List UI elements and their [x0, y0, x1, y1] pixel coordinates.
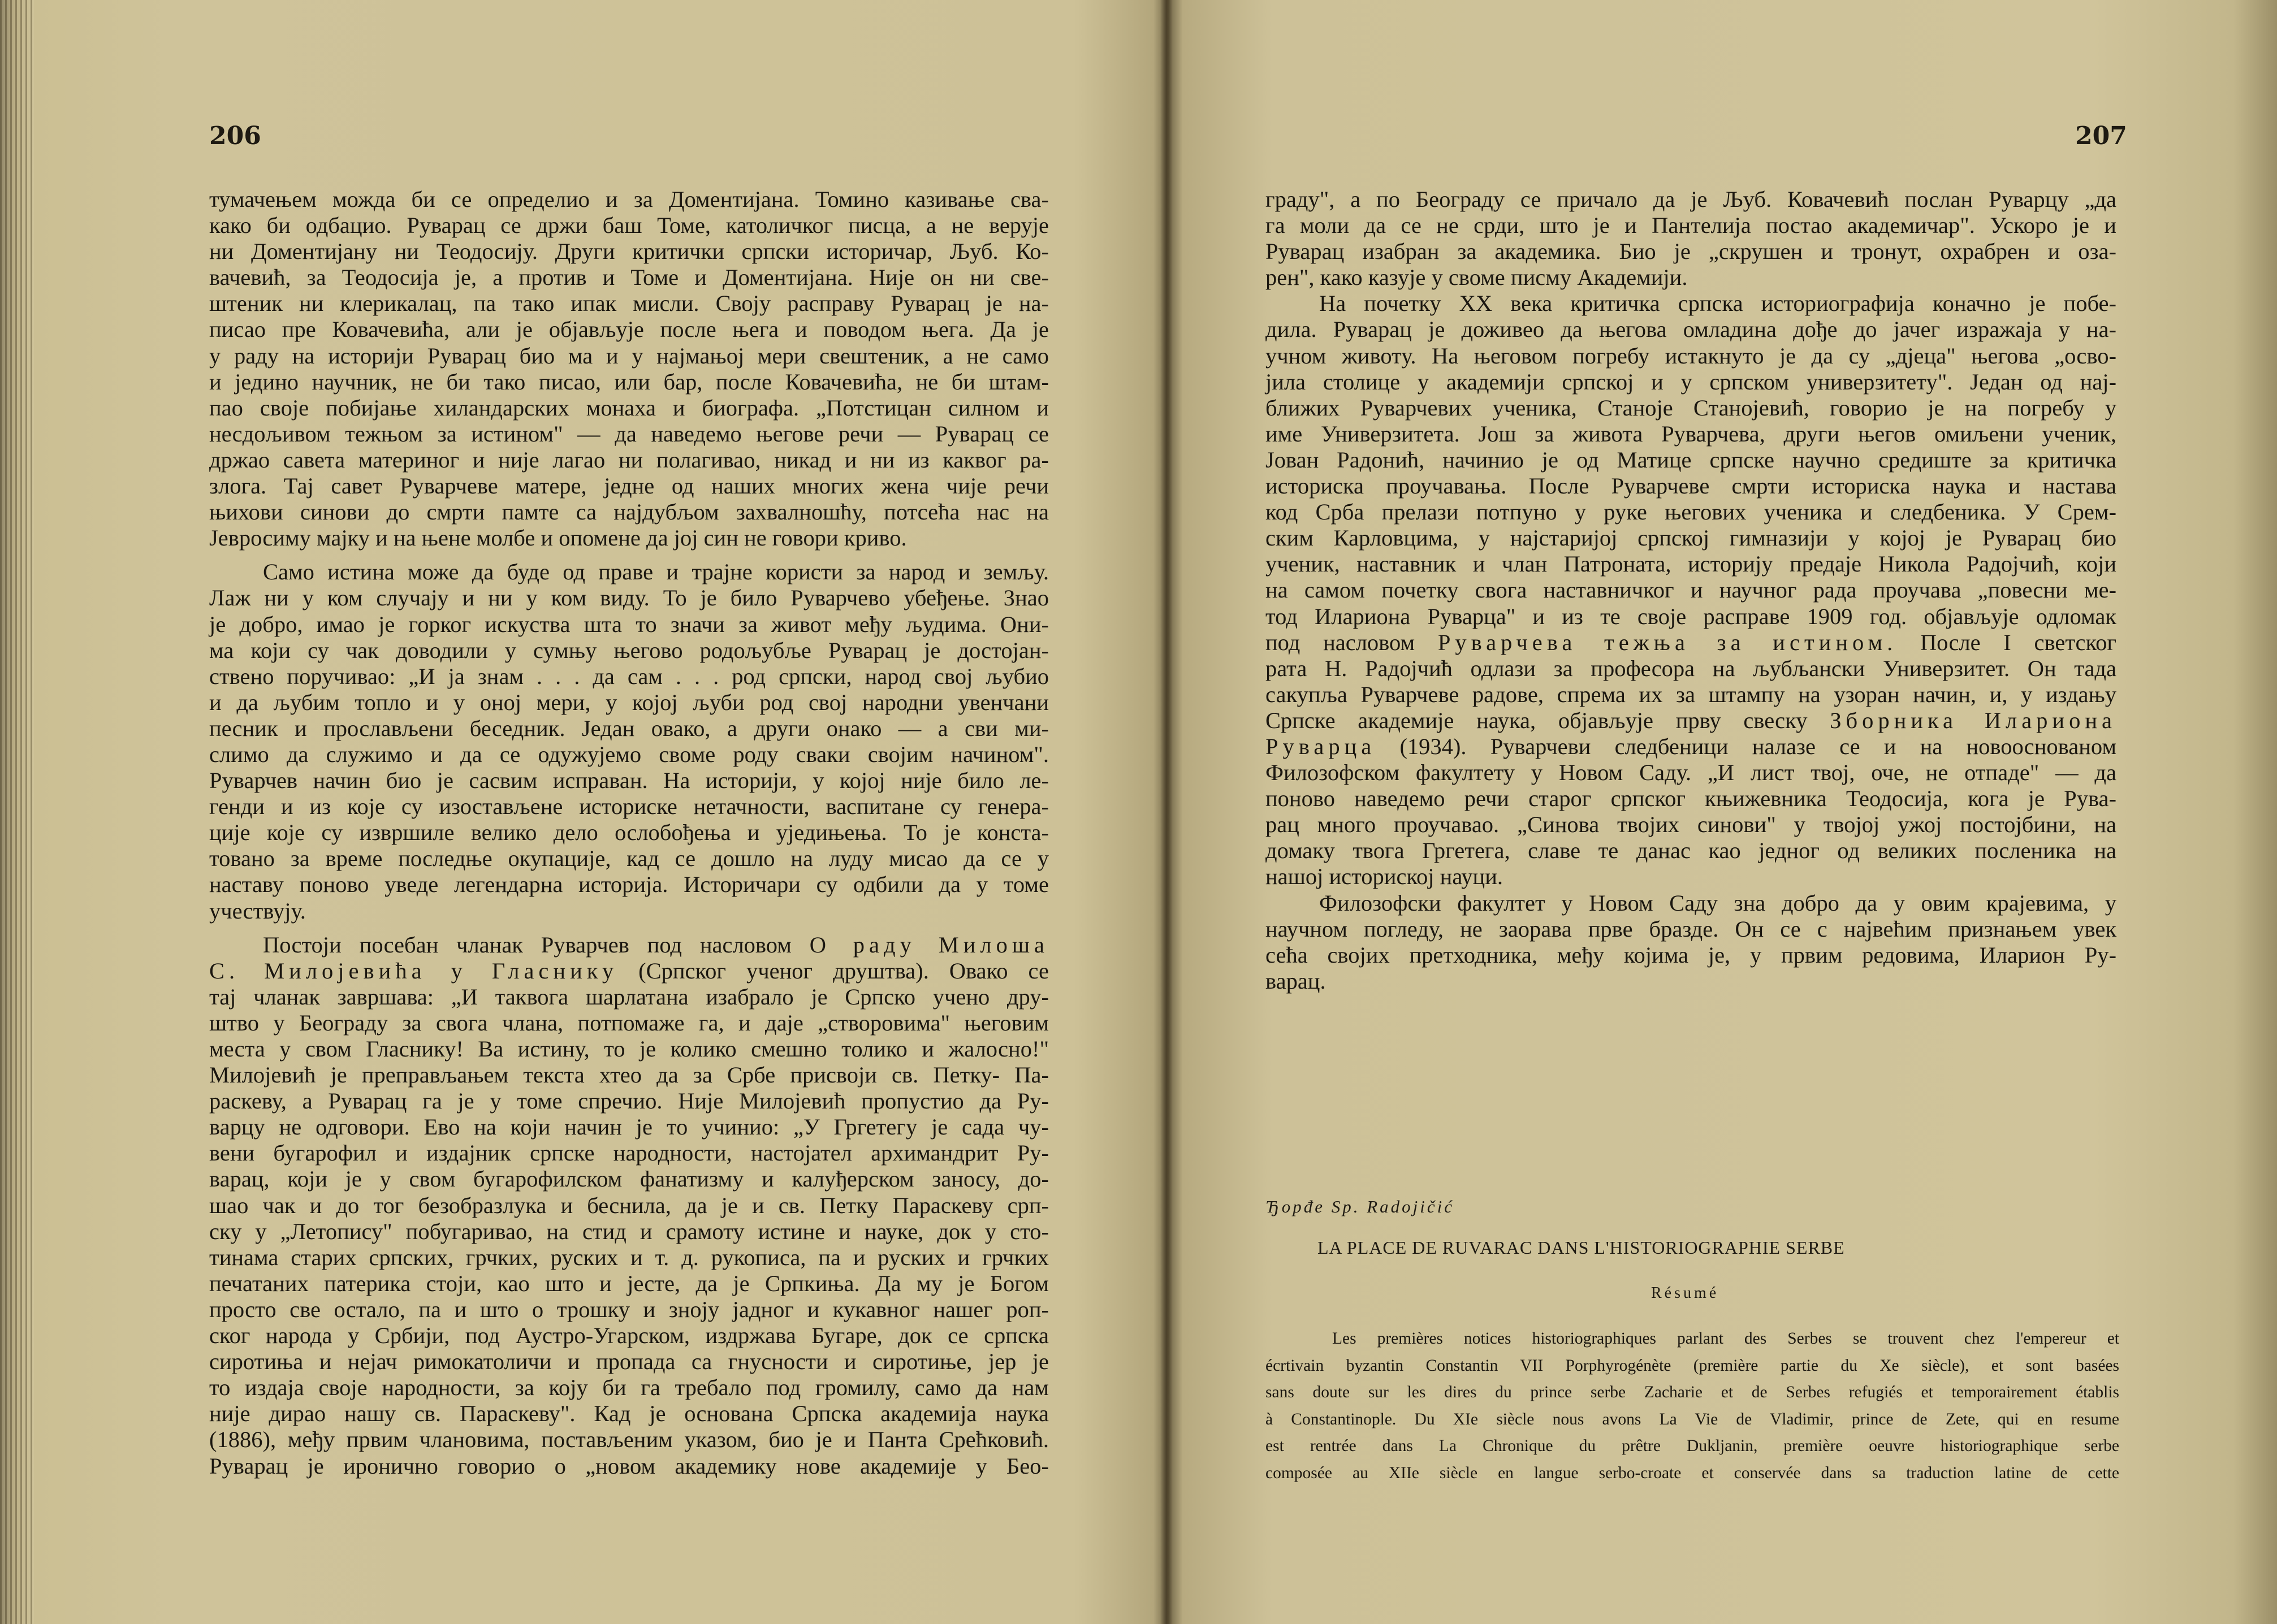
right-page-number: 207 — [2075, 122, 2127, 150]
text-line: име Универзитета. Још за живота Руварчева, други његов омиљени ученик, — [1265, 421, 2116, 447]
text-line: генди и из које су изостављене историске нетачности, васпитане су генера- — [209, 794, 1049, 820]
text-line: просто све остало, па и што о трошку и зноју јадног и кукавног нашег роп- — [209, 1296, 1049, 1322]
text-fragment: под насловом — [1265, 629, 1415, 655]
text-line: држао савета материног и није лагао ни полагивао, никад и ни из каквог ра- — [209, 447, 1049, 473]
text-line: Руварчев начин био је сасвим исправан. На историји, у којој није било ле- — [209, 768, 1049, 794]
text-fragment: После I светског — [1920, 629, 2116, 655]
text-line: à Constantinople. Du XIe siècle nous avons La Vie de Vladimir, prince de Zete, qui en resume — [1265, 1410, 2119, 1428]
text-line: écrtivain byzantin Constantin VII Porphyrogénète (première partie du Xe siècle), et sont basées — [1265, 1356, 2119, 1375]
text-line: шао чак и до тог безобразлука и беснила, да је и св. Петку Параскеву срп- — [209, 1192, 1049, 1218]
summary-title: LA PLACE DE RUVARAC DANS L'HISTORIOGRAPHIE SERBE — [1317, 1237, 1845, 1258]
book-title: Зборника Илариона — [1830, 707, 2116, 733]
text-line: раскеву, а Руварац га је у томе спречио. Није Милојевић пропустио да Ру- — [209, 1088, 1049, 1114]
text-line: товано за време последње окупације, кад се дошло на луду мисао да се у — [209, 846, 1049, 872]
text-line: поново наведемо речи старог српског књижевника Теодосија, кога је Рува- — [1265, 786, 2116, 812]
summary-heading: Résumé — [1651, 1284, 1719, 1302]
text-line: песник и прослављени беседник. Један овако, а други онако — а сви ми- — [209, 715, 1049, 741]
text-line: домаку твога Гргетега, славе те данас као једног од великих посленика на — [1265, 838, 2116, 864]
text-fragment: (Српског ученог друштва). Овако се — [638, 958, 1049, 984]
text-line — [1265, 630, 2116, 656]
text-line: Руварац изабран за академика. Био је „скрушен и тронут, охрабрен и оза- — [1265, 239, 2116, 265]
text-line: Милојевић је преправљањем текста хтео да за Србе присвоји св. Петку- Па- — [209, 1062, 1049, 1088]
text-line: ученик, наставник и члан Патроната, историју предаје Никола Радојчић, који — [1265, 551, 2116, 577]
book-gutter — [1160, 0, 1173, 1624]
article-title: Руварчева тежња за истином. — [1437, 629, 1898, 655]
left-page-number: 206 — [209, 122, 261, 150]
text-line: није дирао нашу св. Параскеву". Кад је основана Српска академија наука — [209, 1401, 1049, 1427]
summary-author: Ђорđe Sp. Radojičić — [1265, 1197, 1455, 1216]
text-line: тинама старих српских, грчких, руских и т. д. рукописа, па и руских и грчких — [209, 1244, 1049, 1270]
text-line: Руварац је иронично говорио о „новом академику нове академије у Бео- — [209, 1453, 1049, 1479]
text-line: и да љубим топло и у оној мери, у којој љуби род свој народни увенчани — [209, 689, 1049, 715]
text-line: (1886), међу првим члановима, постављеним указом, био је и Панта Срећковић. — [209, 1427, 1049, 1453]
text-line: Јован Радонић, начинио је од Матице српске научно средиште за критичка — [1265, 447, 2116, 473]
text-line: њихови синови до смрти памте са најдубљом захвалношћу, потсећа нас на — [209, 499, 1049, 525]
text-line: sans doute sur les dires du prince serbe Zacharie et de Serbes refugiés et temporairement établis — [1265, 1383, 2119, 1401]
text-line: пао своје побијање хиландарских монаха и биографа. „Потстицан силном и — [209, 395, 1049, 421]
text-line: је добро, имао је горког искуства шта то значи за живот међу људима. Они- — [209, 611, 1049, 637]
text-line: Филозофски факултет у Новом Саду зна добро да у овим крајевима, у — [1319, 890, 2116, 916]
book-title: Руварца — [1265, 733, 1376, 759]
text-line: несдољивом тежњом за истином" — да наведемо његове речи — Руварац се — [209, 421, 1049, 447]
text-line: вачевић, за Теодосија је, а против и Томе и Доментијана. Није он ни све- — [209, 265, 1049, 291]
text-fragment: (1934). Руварчеви следбеници налазе се и на новооснованом — [1399, 733, 2116, 759]
text-line: нашој историској науци. — [1265, 864, 1503, 890]
text-line: писао пре Ковачевића, али је објављује после њега и поводом њега. Да је — [209, 317, 1049, 343]
text-line: ближих Руварчевих ученика, Станоје Станојевић, говорио је на погребу у — [1265, 395, 2116, 421]
text-line: ствено поручивао: „И ја знам . . . да сам . . . род српски, народ свој љубио — [209, 663, 1049, 689]
text-line: у раду на историји Руварац био ма и у најмањој мери свештеник, а не само — [209, 343, 1049, 369]
text-line: ма који су чак доводили у сумњу његово родољубље Руварац је достојан- — [209, 637, 1049, 663]
text-line: ским Карловцима, у најстаријој српској гимназији у којој је Руварац био — [1265, 525, 2116, 551]
text-fragment: Постоји посебан чланак Руварчев под насловом — [263, 932, 792, 958]
text-line: est rentrée dans La Chronique du prêtre Dukljanin, première oeuvre historiographique serbe — [1265, 1437, 2119, 1455]
text-line: места у свом Гласнику! Ва истину, то је колико смешно толико и жалосно!" — [209, 1036, 1049, 1062]
text-line — [1265, 708, 2116, 734]
text-line — [209, 958, 1049, 984]
text-line: composée au XIIe siècle en langue serbo-croate et conservée dans sa traduction latine de cette — [1265, 1463, 2119, 1482]
text-line: тај чланак завршава: „И таквога шарлатана изабрало је Српско учено дру- — [209, 984, 1049, 1010]
summary-text — [1265, 1326, 2119, 1487]
text-line: код Срба прелази потпуно у руке његових ученика и следбеника. У Срем- — [1265, 499, 2116, 525]
text-line: ског народа у Србији, под Аустро-Угарском, издржава Бугаре, док се српска — [209, 1323, 1049, 1349]
article-title: О раду Милоша — [809, 932, 1049, 958]
text-line: на самом почетку свога наставничког и научног рада проучава „повесни ме- — [1265, 577, 2116, 603]
text-line: како би одбацио. Руварац се држи баш Томе, католичког писца, а не верује — [209, 213, 1049, 239]
text-line: рен", како казује у своме писму Академији. — [1265, 265, 1688, 291]
text-line: штво у Београду за свога члана, потпомаже га, и даје „створовима" његовим — [209, 1010, 1049, 1036]
text-line: наставу поново уведе легендарна историја. Историчари су одбили да у томе — [209, 872, 1049, 898]
text-line: сећа својих претходника, међу којима је, у првим редовима, Иларион Ру- — [1265, 942, 2116, 968]
text-line: печатаних патерика стоји, као што и јесте, да је Српкиња. Да му је Богом — [209, 1270, 1049, 1296]
text-line: Лаж ни у ком случају и ни у ком виду. То је било Руварчево убеђење. Знао — [209, 585, 1049, 611]
text-line: граду", а по Београду се причало да је Љуб. Ковачевић послан Руварцу „да — [1265, 187, 2116, 212]
text-line: и једино научник, не би тако писао, или бар, после Ковачевића, не би штам- — [209, 369, 1049, 395]
page-edges — [0, 0, 34, 1624]
article-title: С. Милојевића у Гласнику — [209, 958, 619, 984]
text-line: га моли да се не срди, што је и Пантелија постао академичар". Ускоро је и — [1265, 213, 2116, 239]
text-line: злога. Тај савет Руварчеве матере, једне од наших многих жена чије речи — [209, 473, 1049, 499]
text-line: варац. — [1265, 968, 1326, 994]
text-line: научном погледу, не заорава прве бразде. Он се с највећим признањем увек — [1265, 916, 2116, 942]
text-line: јила столице у академији српској и у српском универзитету". Један од нај- — [1265, 369, 2116, 395]
text-line: варцу не одговори. Ево на који начин је то учинио: „У Гргетегу је сада чу- — [209, 1114, 1049, 1140]
text-line: варац, који је у свом бугарофилском фанатизму и калуђерском заносу, до- — [209, 1166, 1049, 1192]
text-line — [1265, 734, 2116, 760]
text-line: сакупља Руварчеве радове, спрема их за штампу на узоран начин, и, у издању — [1265, 681, 2116, 707]
text-line: штеник ни клерикалац, па тако ипак мисли. Своју расправу Руварац је на- — [209, 291, 1049, 317]
text-line: тумачењем можда би се определио и за Доментијана. Томино казивање сва- — [209, 187, 1049, 212]
text-line: На почетку XX века критичка српска историографија коначно је побе- — [1319, 291, 2116, 317]
left-page-text — [209, 187, 1049, 1479]
text-line: сиротиња и нејач римокатоличи и пропада са гнусности и сиротиње, јер је — [209, 1349, 1049, 1375]
text-line: тод Илариона Руварца" и из те своје расправе 1909 год. објављује одломак — [1265, 603, 2116, 629]
text-line: Само истина може да буде од праве и трајне користи за народ и земљу. — [263, 559, 1049, 585]
text-line: рац много проучавао. „Синова твојих синови" у твојој ужој постојбини, на — [1265, 812, 2116, 838]
text-fragment: Српске академије наука, објављује прву свеску — [1265, 707, 1808, 733]
text-line: слимо да служимо и да се одужујемо своме роду сваки својим начином". — [209, 741, 1049, 767]
text-line: историска проучавања. После Руварчеве смрти историска наука и настава — [1265, 473, 2116, 499]
text-line: Филозофском факултету у Новом Саду. „И лист твој, оче, не отпаде" — да — [1265, 760, 2116, 786]
text-line: ни Доментијану ни Теодосију. Други критички српски историчар, Љуб. Ко- — [209, 239, 1049, 265]
text-line: то издаја своје народности, за коју би га требало под громилу, само да нам — [209, 1375, 1049, 1401]
text-line: дила. Руварац је доживео да његова омладина дође до јачег изражаја у на- — [1265, 317, 2116, 343]
text-line — [209, 932, 1049, 958]
text-line: Les premières notices historiographiques parlant des Serbes se trouvent chez l'empereur et — [1332, 1329, 2119, 1348]
text-line: рата Н. Радојчић одлази за професора на љубљански Универзитет. Он тада — [1265, 655, 2116, 681]
text-line: вени бугарофил и издајник српске народности, настојател архимандрит Ру- — [209, 1140, 1049, 1166]
text-line: учествују. — [209, 898, 306, 924]
text-line: Јевросиму мајку и на њене молбе и опомене да јој син не говори криво. — [209, 525, 907, 551]
text-line: учном животу. На његовом погребу истакнуто је да су „дјеца" његова „осво- — [1265, 343, 2116, 369]
text-line: ску у „Летопису" побугаривао, на стид и срамоту истине и науке, док у сто- — [209, 1218, 1049, 1244]
text-line: ције које су извршиле велико дело ослобођења и уједињења. То је конста- — [209, 820, 1049, 846]
right-page-text — [1265, 187, 2116, 994]
